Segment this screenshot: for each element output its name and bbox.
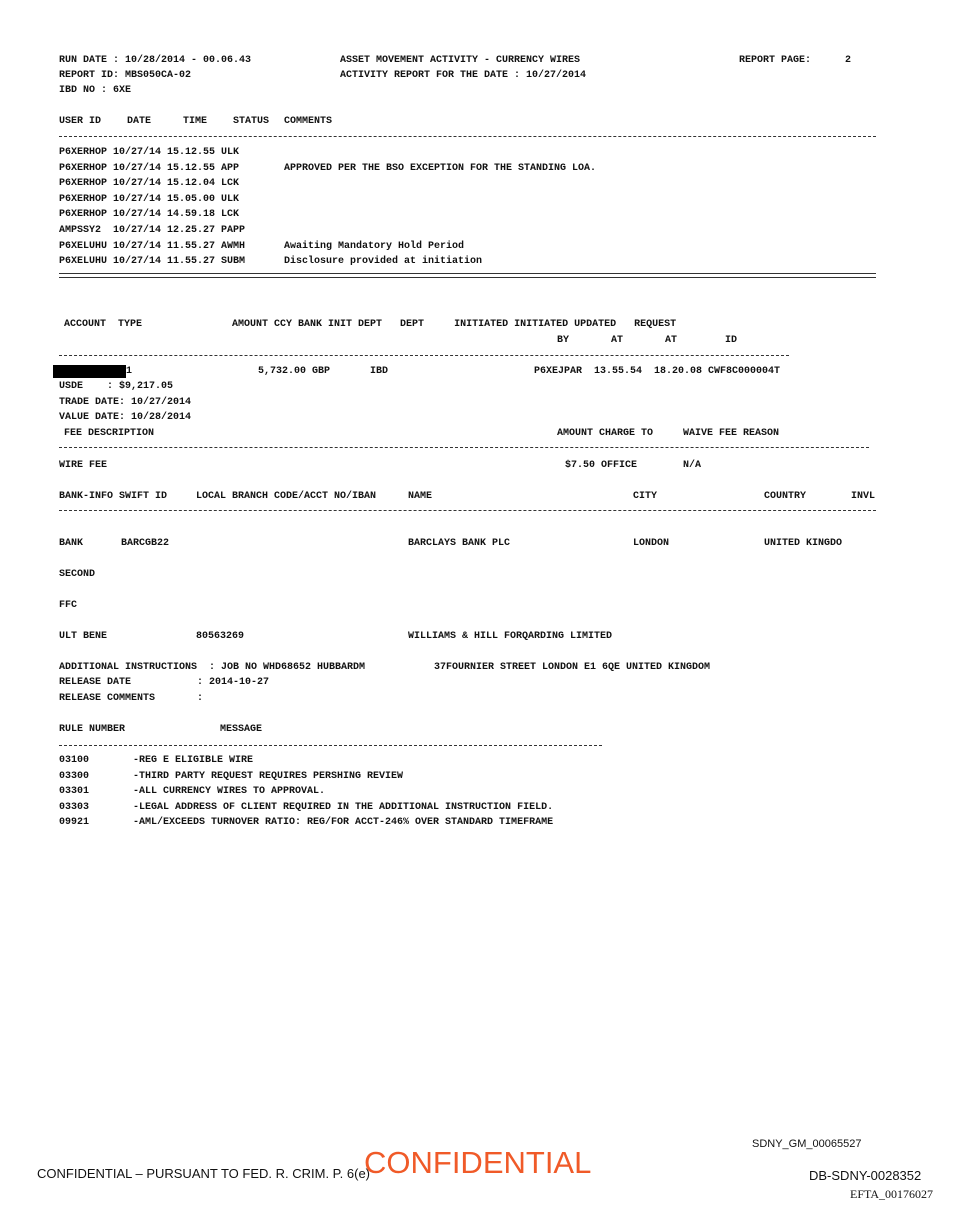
bank-name: BARCLAYS BANK PLC (408, 538, 511, 549)
report-id: REPORT ID: MBS050CA-02 (59, 70, 192, 81)
status-row: P6XELUHU 10/27/14 11.55.27 AWMH (59, 240, 246, 252)
additional-instructions: ADDITIONAL INSTRUCTIONS : JOB NO WHD68652 HUBBARDM (59, 662, 366, 673)
account-suffix: 1 (126, 366, 133, 377)
fee-waive: N/A (683, 460, 702, 471)
rule-message: -LEGAL ADDRESS OF CLIENT REQUIRED IN THE ADDITIONAL INSTRUCTION FIELD. (133, 801, 554, 813)
col-name: NAME (408, 491, 433, 502)
value-date: VALUE DATE: 10/28/2014 (59, 412, 192, 423)
divider (59, 510, 876, 511)
amount: 5,732.00 GBP (258, 366, 331, 377)
divider (59, 355, 789, 356)
account-header-line2: BY AT AT ID (557, 335, 738, 346)
rule-number: 03300 (59, 770, 90, 782)
confidential-notice: CONFIDENTIAL – PURSUANT TO FED. R. CRIM. P. 6(e) (37, 1166, 371, 1181)
redaction-block (53, 365, 126, 378)
ult-bene-account: 80563269 (196, 631, 245, 642)
rule-number: 09921 (59, 817, 90, 828)
fee-amount: $7.50 OFFICE (565, 460, 638, 471)
status-row: AMPSSY2 10/27/14 12.25.27 PAPP (59, 225, 246, 236)
fee-name: WIRE FEE (59, 460, 108, 471)
page-number: 2 (845, 55, 852, 66)
rule-message: -ALL CURRENCY WIRES TO APPROVAL. (133, 786, 326, 797)
dept: IBD (370, 366, 389, 377)
col-time: TIME (183, 116, 208, 127)
double-divider (59, 273, 876, 278)
run-date: RUN DATE : 10/28/2014 - 00.06.43 (59, 55, 252, 66)
col-message: MESSAGE (220, 724, 263, 735)
rule-number: 03303 (59, 801, 90, 813)
usde-amount: USDE : $9,217.05 (59, 381, 174, 392)
rule-number: 03100 (59, 755, 90, 766)
bates-sdny-gm: SDNY_GM_00065527 (752, 1138, 862, 1150)
status-row-comment: Awaiting Mandatory Hold Period (284, 240, 465, 252)
ffc-label: FFC (59, 600, 78, 611)
col-comments: COMMENTS (284, 116, 333, 127)
status-row: P6XERHOP 10/27/14 15.12.04 LCK (59, 178, 240, 190)
status-row: P6XERHOP 10/27/14 14.59.18 LCK (59, 209, 240, 221)
report-title: ASSET MOVEMENT ACTIVITY - CURRENCY WIRES (340, 55, 581, 66)
instructions-address: 37FOURNIER STREET LONDON E1 6QE UNITED KINGDOM (434, 662, 711, 673)
bank-label: BANK (59, 538, 84, 549)
col-date: DATE (127, 116, 152, 127)
rule-message: -REG E ELIGIBLE WIRE (133, 755, 254, 766)
divider (59, 447, 869, 448)
ult-bene-label: ULT BENE (59, 631, 108, 642)
status-row: P6XELUHU 10/27/14 11.55.27 SUBM (59, 256, 246, 268)
bates-db: DB-SDNY-0028352 (809, 1168, 922, 1183)
status-row: P6XERHOP 10/27/14 15.05.00 ULK (59, 193, 240, 205)
second-label: SECOND (59, 569, 96, 580)
account-header-line1: ACCOUNT TYPE AMOUNT CCY BANK INIT DEPT DEPT INITIATED INITIATED UPDATED REQUEST (64, 319, 677, 330)
col-user-id: USER ID (59, 116, 102, 127)
status-row-comment: APPROVED PER THE BSO EXCEPTION FOR THE STANDING LOA. (284, 162, 597, 174)
status-row: P6XERHOP 10/27/14 15.12.55 APP (59, 162, 240, 174)
rule-number: 03301 (59, 786, 90, 797)
bank-country: UNITED KINGDO (764, 538, 843, 549)
col-invl: INVL (851, 491, 876, 502)
col-waive-fee-reason: WAIVE FEE REASON (683, 428, 780, 439)
confidential-stamp: CONFIDENTIAL (364, 1145, 592, 1180)
report-subtitle: ACTIVITY REPORT FOR THE DATE : 10/27/2014 (340, 70, 587, 81)
col-city: CITY (633, 491, 658, 502)
ult-bene-name: WILLIAMS & HILL FORQARDING LIMITED (408, 631, 613, 642)
status-row-comment: Disclosure provided at initiation (284, 256, 483, 268)
col-amount-charge-to: AMOUNT CHARGE TO (557, 428, 654, 439)
ibd-no: IBD NO : 6XE (59, 85, 132, 96)
page-label: REPORT PAGE: (739, 55, 812, 66)
divider (59, 745, 602, 746)
rule-message: -AML/EXCEEDS TURNOVER RATIO: REG/FOR ACCT-246% OVER STANDARD TIMEFRAME (133, 817, 554, 828)
trade-date: TRADE DATE: 10/27/2014 (59, 397, 192, 408)
col-status: STATUS (233, 116, 270, 127)
initiated-line: P6XEJPAR 13.55.54 18.20.08 CWF8C000004T (534, 366, 781, 377)
col-local-branch: LOCAL BRANCH CODE/ACCT NO/IBAN (196, 491, 377, 502)
col-bank-info: BANK-INFO SWIFT ID (59, 491, 168, 502)
divider (59, 136, 876, 137)
bank-swift: BARCGB22 (121, 538, 170, 549)
bank-city: LONDON (633, 538, 670, 549)
col-country: COUNTRY (764, 491, 807, 502)
bates-efta: EFTA_00176027 (850, 1187, 934, 1201)
release-comments: RELEASE COMMENTS : (59, 693, 204, 704)
release-date: RELEASE DATE : 2014-10-27 (59, 677, 270, 688)
col-rule-number: RULE NUMBER (59, 724, 126, 735)
rule-message: -THIRD PARTY REQUEST REQUIRES PERSHING REVIEW (133, 770, 404, 782)
col-fee-description: FEE DESCRIPTION (64, 428, 155, 439)
status-row: P6XERHOP 10/27/14 15.12.55 ULK (59, 147, 240, 158)
